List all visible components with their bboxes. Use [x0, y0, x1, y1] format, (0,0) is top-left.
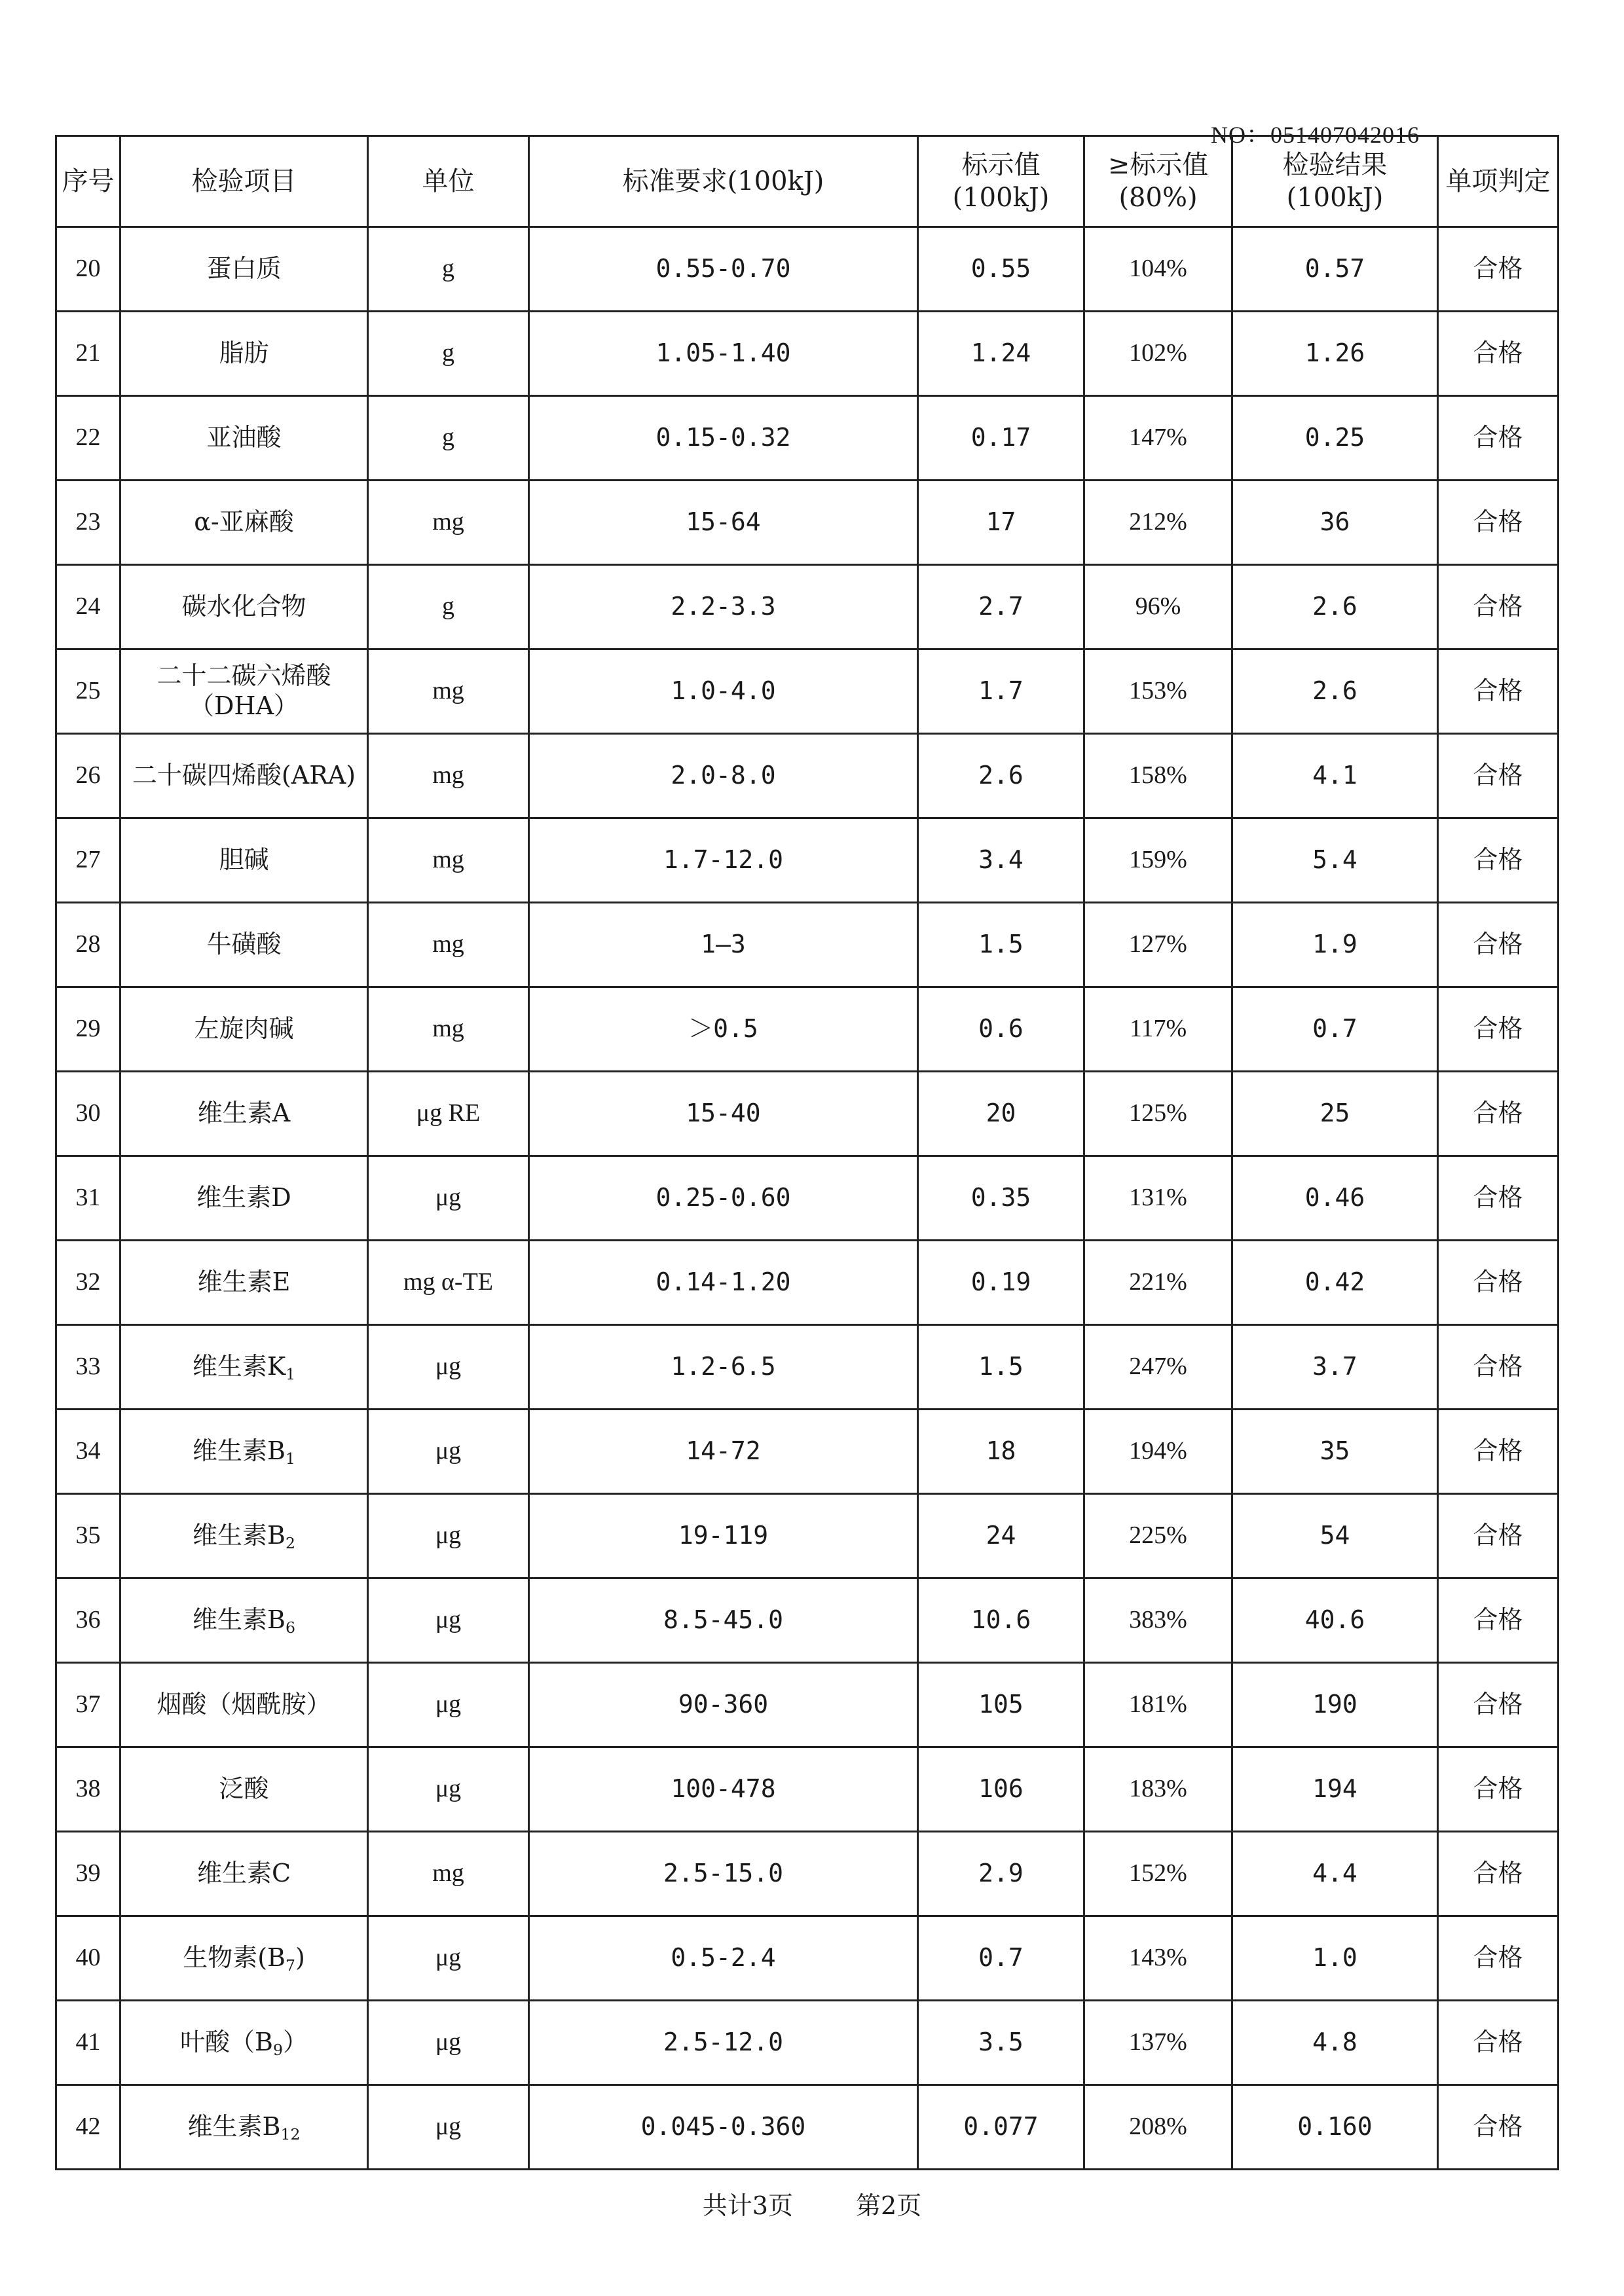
row-number: 21: [56, 312, 120, 396]
judgement: 合格: [1438, 481, 1559, 565]
label-percentage: 212%: [1084, 481, 1232, 565]
unit: g: [368, 396, 529, 481]
test-item-subscript: 7: [285, 1956, 295, 1975]
labeled-value: 0.17: [918, 396, 1084, 481]
label-percentage: 383%: [1084, 1578, 1232, 1663]
test-result: 0.57: [1232, 227, 1438, 312]
label-percentage: 127%: [1084, 903, 1232, 987]
standard-requirement: 0.5-2.4: [529, 1916, 918, 2001]
unit: μg: [368, 2085, 529, 2170]
label-percentage: 183%: [1084, 1747, 1232, 1832]
judgement: 合格: [1438, 312, 1559, 396]
row-number: 39: [56, 1832, 120, 1916]
test-result: 5.4: [1232, 818, 1438, 903]
label-percentage: 208%: [1084, 2085, 1232, 2170]
row-number: 23: [56, 481, 120, 565]
table-row: [56, 1578, 1559, 1663]
judgement: 合格: [1438, 1072, 1559, 1156]
test-result: 1.0: [1232, 1916, 1438, 2001]
unit: μg: [368, 1410, 529, 1494]
test-item-name: 维生素B: [193, 1605, 286, 1635]
table-row: [56, 734, 1559, 818]
column-header: 序号: [56, 136, 120, 227]
label-percentage: 152%: [1084, 1832, 1232, 1916]
table-row: [56, 903, 1559, 987]
row-number: 33: [56, 1325, 120, 1410]
test-item-name: 生物素(B: [183, 1943, 286, 1973]
labeled-value: 1.5: [918, 1325, 1084, 1410]
label-percentage: 181%: [1084, 1663, 1232, 1747]
label-percentage: 104%: [1084, 227, 1232, 312]
label-percentage: 147%: [1084, 396, 1232, 481]
unit: g: [368, 227, 529, 312]
table-header-row: [56, 136, 1559, 227]
judgement: 合格: [1438, 1832, 1559, 1916]
table-row: [56, 1663, 1559, 1747]
judgement: 合格: [1438, 1663, 1559, 1747]
test-result: 3.7: [1232, 1325, 1438, 1410]
row-number: 38: [56, 1747, 120, 1832]
unit: μg: [368, 1325, 529, 1410]
judgement: 合格: [1438, 1325, 1559, 1410]
test-item-name: 维生素B: [193, 1436, 286, 1466]
labeled-value: 24: [918, 1494, 1084, 1578]
test-item: 维生素C: [120, 1832, 368, 1916]
test-item: 烟酸（烟酰胺）: [120, 1663, 368, 1747]
row-number: 22: [56, 396, 120, 481]
standard-requirement: 1.7-12.0: [529, 818, 918, 903]
standard-requirement: 2.5-15.0: [529, 1832, 918, 1916]
table-row: [56, 396, 1559, 481]
unit: μg: [368, 1494, 529, 1578]
standard-requirement: 1.0-4.0: [529, 649, 918, 734]
column-header: 检验项目: [120, 136, 368, 227]
label-percentage: 221%: [1084, 1241, 1232, 1325]
judgement: 合格: [1438, 903, 1559, 987]
labeled-value: 0.7: [918, 1916, 1084, 2001]
test-item-subscript: 1: [286, 1365, 296, 1384]
label-percentage: 125%: [1084, 1072, 1232, 1156]
judgement: 合格: [1438, 1747, 1559, 1832]
table-row: [56, 649, 1559, 734]
judgement: 合格: [1438, 565, 1559, 649]
judgement: 合格: [1438, 649, 1559, 734]
table-row: [56, 818, 1559, 903]
standard-requirement: 2.5-12.0: [529, 2001, 918, 2085]
column-header: 单项判定: [1438, 136, 1559, 227]
table-row: [56, 2001, 1559, 2085]
row-number: 24: [56, 565, 120, 649]
table-row: [56, 1494, 1559, 1578]
table-row: [56, 1410, 1559, 1494]
standard-requirement: 0.15-0.32: [529, 396, 918, 481]
unit: mg: [368, 649, 529, 734]
judgement: 合格: [1438, 1241, 1559, 1325]
unit: mg: [368, 1832, 529, 1916]
table-row: [56, 1241, 1559, 1325]
test-result: 35: [1232, 1410, 1438, 1494]
judgement: 合格: [1438, 2001, 1559, 2085]
judgement: 合格: [1438, 1494, 1559, 1578]
test-item: 牛磺酸: [120, 903, 368, 987]
row-number: 30: [56, 1072, 120, 1156]
standard-requirement: 0.045-0.360: [529, 2085, 918, 2170]
test-item: 二十二碳六烯酸 （DHA）: [120, 649, 368, 734]
table-row: [56, 565, 1559, 649]
label-percentage: 194%: [1084, 1410, 1232, 1494]
judgement: 合格: [1438, 1156, 1559, 1241]
test-item: α-亚麻酸: [120, 481, 368, 565]
row-number: 35: [56, 1494, 120, 1578]
table-row: [56, 987, 1559, 1072]
test-item-subscript: 1: [285, 1449, 295, 1468]
row-number: 20: [56, 227, 120, 312]
labeled-value: 2.7: [918, 565, 1084, 649]
labeled-value: 2.9: [918, 1832, 1084, 1916]
column-header: 标示值 (100kJ): [918, 136, 1084, 227]
unit: g: [368, 565, 529, 649]
column-header: ≥标示值 (80%): [1084, 136, 1232, 227]
test-item: 泛酸: [120, 1747, 368, 1832]
row-number: 26: [56, 734, 120, 818]
unit: μg: [368, 1663, 529, 1747]
labeled-value: 1.24: [918, 312, 1084, 396]
test-result: 0.7: [1232, 987, 1438, 1072]
test-result: 40.6: [1232, 1578, 1438, 1663]
standard-requirement: 2.0-8.0: [529, 734, 918, 818]
label-percentage: 159%: [1084, 818, 1232, 903]
test-item: 胆碱: [120, 818, 368, 903]
labeled-value: 0.6: [918, 987, 1084, 1072]
labeled-value: 106: [918, 1747, 1084, 1832]
standard-requirement: 0.55-0.70: [529, 227, 918, 312]
test-result: 190: [1232, 1663, 1438, 1747]
row-number: 40: [56, 1916, 120, 2001]
judgement: 合格: [1438, 734, 1559, 818]
standard-requirement: 0.14-1.20: [529, 1241, 918, 1325]
row-number: 32: [56, 1241, 120, 1325]
labeled-value: 1.7: [918, 649, 1084, 734]
labeled-value: 105: [918, 1663, 1084, 1747]
row-number: 42: [56, 2085, 120, 2170]
report-number: NO：051407042016: [1211, 122, 1420, 148]
test-item: 碳水化合物: [120, 565, 368, 649]
test-item-name: 维生素B: [193, 1521, 286, 1550]
labeled-value: 20: [918, 1072, 1084, 1156]
column-header: 标准要求(100kJ): [529, 136, 918, 227]
labeled-value: 0.19: [918, 1241, 1084, 1325]
test-item: [120, 1494, 368, 1578]
table-row: [56, 227, 1559, 312]
test-item-name: 维生素B: [187, 2112, 281, 2141]
standard-requirement: 1—3: [529, 903, 918, 987]
test-item: 左旋肉碱: [120, 987, 368, 1072]
judgement: 合格: [1438, 1916, 1559, 2001]
test-item-subscript: 9: [272, 2041, 283, 2060]
test-result: 0.25: [1232, 396, 1438, 481]
row-number: 41: [56, 2001, 120, 2085]
unit: g: [368, 312, 529, 396]
test-item-subscript: 2: [285, 1534, 295, 1553]
test-result: 194: [1232, 1747, 1438, 1832]
test-item: 二十碳四烯酸(ARA): [120, 734, 368, 818]
test-item-suffix: ）: [282, 2028, 308, 2057]
test-result: 0.46: [1232, 1156, 1438, 1241]
test-result: 4.8: [1232, 2001, 1438, 2085]
labeled-value: 0.35: [918, 1156, 1084, 1241]
test-result: 4.1: [1232, 734, 1438, 818]
test-item-subscript: 12: [280, 2125, 301, 2144]
labeled-value: 2.6: [918, 734, 1084, 818]
label-percentage: 137%: [1084, 2001, 1232, 2085]
test-item: 蛋白质: [120, 227, 368, 312]
test-result: 54: [1232, 1494, 1438, 1578]
table-row: [56, 481, 1559, 565]
row-number: 37: [56, 1663, 120, 1747]
judgement: 合格: [1438, 2085, 1559, 2170]
standard-requirement: 15-64: [529, 481, 918, 565]
unit: μg: [368, 2001, 529, 2085]
test-item-name: 叶酸（B: [180, 2028, 273, 2057]
test-item-suffix: ): [295, 1943, 305, 1973]
test-result: 2.6: [1232, 649, 1438, 734]
test-item: [120, 1916, 368, 2001]
standard-requirement: 0.25-0.60: [529, 1156, 918, 1241]
test-item: [120, 2001, 368, 2085]
test-result: 4.4: [1232, 1832, 1438, 1916]
labeled-value: 1.5: [918, 903, 1084, 987]
test-item: [120, 1325, 368, 1410]
judgement: 合格: [1438, 987, 1559, 1072]
labeled-value: 17: [918, 481, 1084, 565]
current-page: 第2页: [856, 2191, 922, 2220]
judgement: 合格: [1438, 1410, 1559, 1494]
test-result: 1.9: [1232, 903, 1438, 987]
standard-requirement: 90-360: [529, 1663, 918, 1747]
unit: mg α-TE: [368, 1241, 529, 1325]
unit: μg: [368, 1156, 529, 1241]
label-percentage: 247%: [1084, 1325, 1232, 1410]
unit: μg: [368, 1916, 529, 2001]
test-result: 1.26: [1232, 312, 1438, 396]
test-item: 维生素E: [120, 1241, 368, 1325]
test-result: 0.160: [1232, 2085, 1438, 2170]
labeled-value: 10.6: [918, 1578, 1084, 1663]
test-item: 维生素D: [120, 1156, 368, 1241]
table-row: [56, 1747, 1559, 1832]
standard-requirement: 1.2-6.5: [529, 1325, 918, 1410]
table-row: [56, 1832, 1559, 1916]
labeled-value: 3.5: [918, 2001, 1084, 2085]
unit: μg: [368, 1747, 529, 1832]
label-percentage: 143%: [1084, 1916, 1232, 2001]
test-item: 维生素A: [120, 1072, 368, 1156]
standard-requirement: 1.05-1.40: [529, 312, 918, 396]
standard-requirement: 8.5-45.0: [529, 1578, 918, 1663]
labeled-value: 0.077: [918, 2085, 1084, 2170]
table-row: [56, 1156, 1559, 1241]
test-item: [120, 1410, 368, 1494]
judgement: 合格: [1438, 227, 1559, 312]
label-percentage: 117%: [1084, 987, 1232, 1072]
inspection-results-table: [55, 135, 1559, 2170]
row-number: 25: [56, 649, 120, 734]
standard-requirement: 19-119: [529, 1494, 918, 1578]
row-number: 31: [56, 1156, 120, 1241]
unit: μg RE: [368, 1072, 529, 1156]
column-header: 单位: [368, 136, 529, 227]
label-percentage: 158%: [1084, 734, 1232, 818]
unit: μg: [368, 1578, 529, 1663]
unit: mg: [368, 481, 529, 565]
row-number: 36: [56, 1578, 120, 1663]
judgement: 合格: [1438, 396, 1559, 481]
standard-requirement: 14-72: [529, 1410, 918, 1494]
label-percentage: 102%: [1084, 312, 1232, 396]
judgement: 合格: [1438, 818, 1559, 903]
test-result: 25: [1232, 1072, 1438, 1156]
table-row: [56, 1072, 1559, 1156]
test-item: 亚油酸: [120, 396, 368, 481]
unit: mg: [368, 818, 529, 903]
test-result: 36: [1232, 481, 1438, 565]
table-row: [56, 1325, 1559, 1410]
row-number: 27: [56, 818, 120, 903]
total-pages: 共计3页: [702, 2191, 793, 2220]
label-percentage: 153%: [1084, 649, 1232, 734]
table-row: [56, 1916, 1559, 2001]
row-number: 29: [56, 987, 120, 1072]
standard-requirement: ＞0.5: [529, 987, 918, 1072]
standard-requirement: 100-478: [529, 1747, 918, 1832]
column-header: 检验结果 (100kJ): [1232, 136, 1438, 227]
test-result: 0.42: [1232, 1241, 1438, 1325]
test-result: 2.6: [1232, 565, 1438, 649]
test-item: [120, 1578, 368, 1663]
unit: mg: [368, 734, 529, 818]
label-percentage: 131%: [1084, 1156, 1232, 1241]
test-item: 脂肪: [120, 312, 368, 396]
labeled-value: 3.4: [918, 818, 1084, 903]
test-item-name: 维生素K: [192, 1352, 286, 1381]
standard-requirement: 15-40: [529, 1072, 918, 1156]
label-percentage: 96%: [1084, 565, 1232, 649]
test-item: [120, 2085, 368, 2170]
table-row: [56, 312, 1559, 396]
label-percentage: 225%: [1084, 1494, 1232, 1578]
judgement: 合格: [1438, 1578, 1559, 1663]
test-item-subscript: 6: [285, 1618, 295, 1637]
labeled-value: 18: [918, 1410, 1084, 1494]
row-number: 28: [56, 903, 120, 987]
unit: mg: [368, 987, 529, 1072]
table-row: [56, 2085, 1559, 2170]
unit: mg: [368, 903, 529, 987]
row-number: 34: [56, 1410, 120, 1494]
page-footer: [0, 2185, 1624, 2221]
standard-requirement: 2.2-3.3: [529, 565, 918, 649]
labeled-value: 0.55: [918, 227, 1084, 312]
